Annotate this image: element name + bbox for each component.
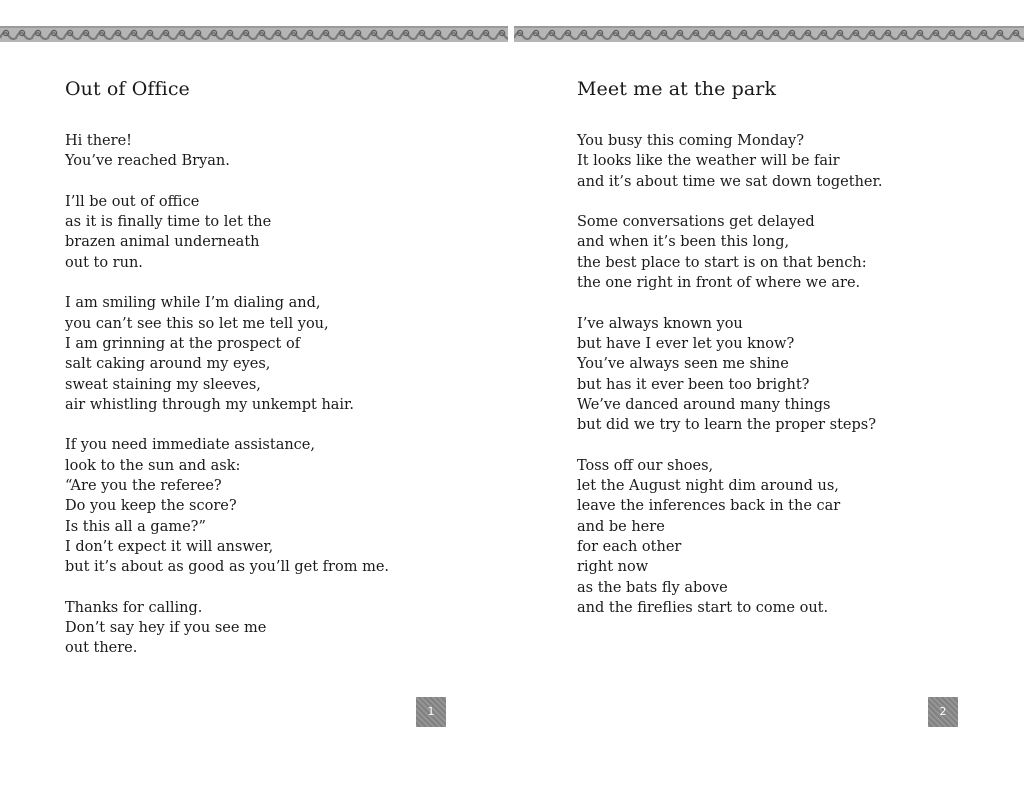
poem-line: and the fireflies start to come out. — [577, 599, 829, 616]
stanza — [577, 131, 882, 192]
stanza — [577, 212, 882, 293]
poem-line: We’ve danced around many things — [577, 396, 831, 413]
stanza — [65, 435, 389, 577]
poem-line: you can’t see this so let me tell you, — [65, 315, 329, 332]
poem-line: Toss off our shoes, — [577, 457, 714, 474]
poem-line: but has it ever been too bright? — [577, 376, 810, 393]
poem-line: salt caking around my eyes, — [65, 356, 271, 373]
poem-line: the best place to start is on that bench: — [577, 254, 867, 271]
poem-line: You’ve reached Bryan. — [65, 153, 230, 170]
poem-line: I am smiling while I’m dialing and, — [65, 295, 321, 312]
poem-line: You’ve always seen me shine — [577, 356, 789, 373]
poem-line: Hi there! — [65, 133, 132, 149]
poem-line: “Are you the referee? — [65, 478, 222, 495]
poem-line: If you need immediate assistance, — [65, 437, 315, 454]
stanza — [65, 293, 389, 415]
poem-line: I am grinning at the prospect of — [65, 335, 301, 352]
poem-line: let the August night dim around us, — [577, 478, 839, 495]
poem-line: Don’t say hey if you see me — [65, 620, 267, 637]
poem-line: and when it’s been this long, — [577, 234, 790, 251]
stanza — [577, 456, 882, 618]
poem-line: and be here — [577, 518, 665, 535]
stanza — [65, 131, 389, 172]
stanza — [65, 192, 389, 273]
poem-line: I’ve always known you — [577, 315, 743, 332]
poem-line: leave the inferences back in the car — [577, 498, 841, 515]
poem-line: Do you keep the score? — [65, 498, 237, 515]
poem-line: air whistling through my unkempt hair. — [65, 396, 355, 413]
poem-line: I’ll be out of office — [65, 193, 200, 210]
poem-line: for each other — [577, 538, 682, 555]
poem-line: the one right in front of where we are. — [577, 275, 861, 292]
poem-line: but did we try to learn the proper steps? — [577, 417, 876, 434]
poem-line: I don’t expect it will answer, — [65, 538, 274, 555]
poem-title: Out of Office — [65, 78, 190, 100]
poem-line: and it’s about time we sat down together. — [577, 173, 883, 190]
poem-line: You busy this coming Monday? — [577, 133, 804, 149]
poem-line: out there. — [65, 640, 138, 657]
poem-line: but it’s about as good as you’ll get from me. — [65, 559, 390, 576]
poem-line: sweat staining my sleeves, — [65, 376, 261, 393]
poem-line: right now — [577, 559, 649, 576]
poem-line: but have I ever let you know? — [577, 335, 795, 352]
poem-line: Is this all a game?” — [65, 518, 206, 535]
poem-line: look to the sun and ask: — [65, 457, 241, 474]
poem-body — [65, 131, 389, 679]
poem-line: as the bats fly above — [577, 579, 728, 596]
poem-line: Some conversations get delayed — [577, 214, 815, 231]
page-number-badge: 2 — [928, 697, 958, 727]
poem-body — [577, 131, 882, 638]
page-2 — [512, 0, 1024, 791]
poem-line: brazen animal underneath — [65, 234, 260, 251]
poem-line: Thanks for calling. — [65, 599, 203, 616]
stanza — [65, 598, 389, 659]
poem-line: out to run. — [65, 254, 143, 271]
poem-line: as it is finally time to let the — [65, 214, 272, 231]
page-number-badge: 1 — [416, 697, 446, 727]
stanza — [577, 314, 882, 436]
poem-line: It looks like the weather will be fair — [577, 153, 840, 170]
poem-title: Meet me at the park — [577, 78, 777, 100]
